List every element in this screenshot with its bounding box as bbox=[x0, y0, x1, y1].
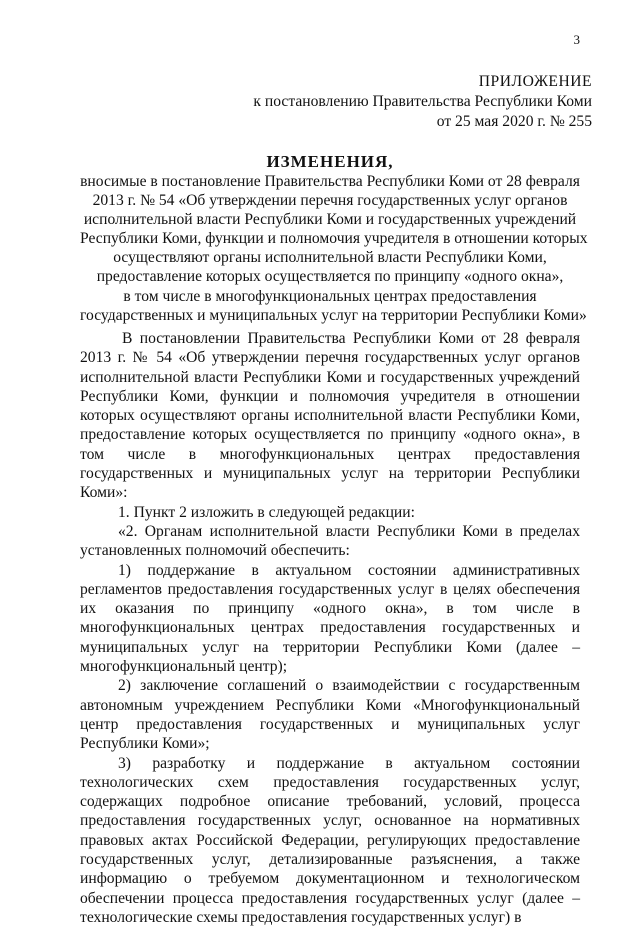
page-number: 3 bbox=[573, 32, 580, 47]
subtitle-line: Республики Коми, функции и полномочия учредителя в отношении которых bbox=[80, 230, 588, 248]
subtitle-line: вносимые в постановление Правительства Республики Коми от 28 февраля bbox=[80, 173, 580, 190]
paragraph: 1) поддержание в актуальном состоянии административных регламентов предоставления государственных услуг в целях обеспечения их оказания по принципу «одного окна», в том числе в многофункциональных центрах предоставления государственных и муниципальных услуг на территории Республики Коми (далее – многофункциональный центр); bbox=[80, 561, 580, 676]
paragraph: «2. Органам исполнительной власти Республики Коми в пределах установленных полномочий обеспечить: bbox=[80, 522, 580, 560]
subtitle-line: исполнительной власти Республики Коми и государственных учреждений bbox=[83, 211, 577, 229]
subtitle-line: государственных и муниципальных услуг на территории Республики Коми» bbox=[80, 306, 587, 324]
appendix-header bbox=[253, 72, 592, 132]
document-body bbox=[80, 329, 580, 927]
document-title: ИЗМЕНЕНИЯ, bbox=[266, 152, 394, 171]
paragraph: 3) разработку и поддержание в актуальном состоянии технологических схем предоставления государственных услуг, содержащих подробное описание требований, условий, процесса предоставления государственных услуг, основанное на нормативных правовых актах Российской Федерации, регулирующих предоставление государственных услуг, детализированные разъяснения, а также информацию о требуемом документационном и технологическом обеспечении процесса предоставления государственных услуг (далее – технологические схемы предоставления государственных услуг) в bbox=[80, 754, 580, 926]
paragraph: В постановлении Правительства Республики Коми от 28 февраля 2013 г. № 54 «Об утверждении перечня государственных услуг органов исполнительной власти Республики Коми и государственных учреждений Республики Коми, функции и полномочия учредителя в отношении которых осуществляют органы исполнительной власти Республики Коми, предоставление которых осуществляется по принципу «одного окна», в том числе в многофункциональных центрах предоставления государственных и муниципальных услуг на территории Республики Коми»: bbox=[80, 330, 580, 502]
subtitle-line: осуществляют органы исполнительной власти Республики Коми, bbox=[113, 249, 547, 267]
appendix-label: ПРИЛОЖЕНИЕ bbox=[478, 73, 592, 90]
subtitle-line: в том числе в многофункциональных центрах предоставления bbox=[123, 287, 537, 305]
document-subtitle bbox=[80, 172, 588, 325]
subtitle-line: 2013 г. № 54 «Об утверждении перечня государственных услуг органов bbox=[92, 192, 568, 210]
paragraph: 2) заключение соглашений о взаимодействии с государственным автономным учреждением Республики Коми «Многофункциональный центр предоставления государственных и муниципальных услуг Республики Коми»; bbox=[80, 677, 580, 753]
appendix-date: от 25 мая 2020 г. № 255 bbox=[436, 113, 592, 130]
paragraph: 1. Пункт 2 изложить в следующей редакции: bbox=[118, 503, 415, 521]
appendix-resolution: к постановлению Правительства Республики Коми bbox=[253, 93, 592, 110]
subtitle-line: предоставление которых осуществляется по принципу «одного окна», bbox=[96, 268, 564, 286]
